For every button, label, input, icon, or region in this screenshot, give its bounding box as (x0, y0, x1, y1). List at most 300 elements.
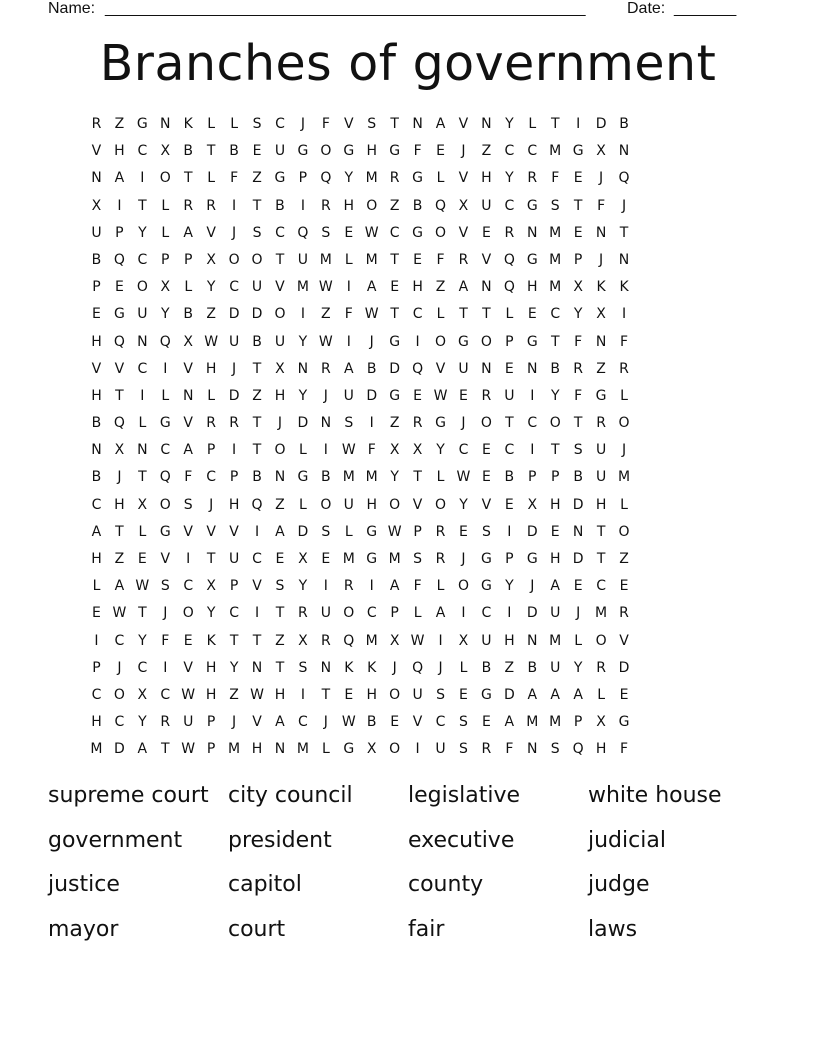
grid-letter[interactable]: B (252, 333, 262, 350)
grid-letter[interactable]: C (183, 578, 194, 595)
grid-letter[interactable]: N (527, 632, 538, 649)
grid-letter[interactable]: L (344, 251, 353, 268)
grid-letter[interactable]: Q (503, 279, 515, 296)
grid-letter[interactable]: N (320, 659, 332, 676)
grid-letter[interactable]: C (137, 659, 148, 676)
grid-letter[interactable]: I (507, 523, 512, 540)
grid-letter[interactable]: B (275, 197, 285, 214)
grid-letter[interactable]: U (343, 496, 354, 513)
grid-letter[interactable]: N (320, 415, 332, 432)
grid-letter[interactable]: F (413, 578, 422, 595)
grid-letter[interactable]: S (413, 551, 423, 567)
grid-letter[interactable]: R (527, 170, 538, 187)
grid-letter[interactable]: U (228, 333, 240, 350)
grid-letter[interactable]: I (300, 306, 305, 323)
grid-letter[interactable]: Z (229, 686, 239, 703)
grid-letter[interactable]: L (207, 170, 216, 187)
grid-letter[interactable]: D (572, 551, 584, 567)
grid-letter[interactable]: R (206, 197, 217, 214)
grid-letter[interactable]: D (572, 496, 584, 513)
grid-letter[interactable]: L (459, 659, 468, 676)
grid-letter[interactable]: N (618, 251, 630, 268)
grid-letter[interactable]: I (140, 170, 145, 187)
grid-letter[interactable]: V (91, 143, 102, 160)
grid-letter[interactable]: J (163, 605, 168, 622)
grid-letter[interactable]: J (438, 659, 443, 676)
grid-letter[interactable]: P (298, 170, 308, 187)
grid-letter[interactable]: R (343, 578, 354, 595)
grid-letter[interactable]: T (138, 605, 147, 622)
grid-letter[interactable]: Y (459, 496, 468, 513)
grid-letter[interactable]: R (596, 415, 606, 432)
grid-letter[interactable]: O (113, 686, 125, 703)
grid-letter[interactable]: X (596, 143, 606, 160)
grid-letter[interactable]: V (252, 714, 262, 731)
grid-letter[interactable]: L (436, 469, 445, 486)
grid-letter[interactable]: S (252, 116, 262, 132)
grid-letter[interactable]: X (160, 143, 171, 160)
grid-letter[interactable]: Z (321, 306, 331, 323)
grid-letter[interactable]: C (137, 360, 148, 377)
grid-letter[interactable]: C (137, 143, 148, 160)
grid-letter[interactable]: P (115, 224, 124, 241)
grid-letter[interactable]: X (596, 306, 606, 323)
grid-letter[interactable]: M (365, 251, 378, 268)
grid-letter[interactable]: G (526, 197, 538, 214)
grid-letter[interactable]: H (228, 496, 240, 513)
grid-letter[interactable]: E (481, 224, 491, 241)
grid-letter[interactable]: D (526, 523, 538, 540)
grid-letter[interactable]: R (481, 387, 492, 404)
grid-letter[interactable]: T (138, 197, 147, 214)
grid-letter[interactable]: G (297, 143, 309, 160)
grid-letter[interactable]: O (159, 170, 171, 187)
grid-letter[interactable]: M (90, 741, 103, 758)
grid-letter[interactable]: F (161, 632, 170, 649)
grid-letter[interactable]: C (481, 605, 492, 622)
grid-letter[interactable]: J (300, 116, 305, 132)
grid-letter[interactable]: I (507, 605, 512, 622)
grid-letter[interactable]: W (112, 605, 127, 622)
grid-letter[interactable]: R (481, 741, 492, 758)
grid-letter[interactable]: M (228, 741, 241, 758)
grid-letter[interactable]: X (298, 632, 308, 649)
grid-letter[interactable]: R (298, 605, 308, 622)
grid-letter[interactable]: Z (114, 551, 125, 567)
grid-letter[interactable]: X (366, 741, 377, 758)
grid-letter[interactable]: Q (618, 170, 630, 187)
grid-letter[interactable]: Y (573, 306, 583, 323)
grid-letter[interactable]: G (435, 415, 446, 432)
grid-letter[interactable]: G (480, 578, 492, 595)
grid-letter[interactable]: J (369, 333, 374, 350)
grid-letter[interactable]: H (504, 632, 515, 649)
grid-letter[interactable]: V (183, 523, 193, 540)
grid-letter[interactable]: G (389, 143, 401, 160)
grid-letter[interactable]: J (323, 714, 328, 731)
grid-letter[interactable]: H (366, 496, 377, 513)
grid-letter[interactable]: R (320, 632, 331, 649)
grid-letter[interactable]: V (458, 116, 469, 132)
grid-letter[interactable]: S (573, 442, 583, 459)
grid-letter[interactable]: Y (298, 578, 308, 595)
grid-letter[interactable]: P (229, 469, 239, 486)
grid-letter[interactable]: N (274, 741, 286, 758)
grid-letter[interactable]: B (550, 360, 561, 377)
grid-letter[interactable]: M (549, 632, 562, 649)
grid-letter[interactable]: S (252, 224, 262, 241)
grid-letter[interactable]: V (160, 551, 171, 567)
grid-letter[interactable]: E (619, 578, 629, 595)
grid-letter[interactable]: A (458, 279, 469, 296)
grid-letter[interactable]: V (458, 170, 469, 187)
grid-letter[interactable]: W (250, 686, 264, 703)
grid-letter[interactable]: E (504, 360, 514, 377)
grid-letter[interactable]: Z (275, 496, 285, 513)
grid-letter[interactable]: E (459, 523, 468, 540)
grid-letter[interactable]: T (596, 551, 606, 567)
grid-letter[interactable]: G (412, 170, 424, 187)
grid-letter[interactable]: L (207, 387, 216, 404)
grid-letter[interactable]: I (232, 442, 237, 459)
grid-letter[interactable]: U (274, 143, 286, 160)
grid-letter[interactable]: H (91, 714, 102, 731)
grid-letter[interactable]: P (573, 714, 583, 731)
grid-letter[interactable]: X (412, 442, 423, 459)
grid-letter[interactable]: Q (251, 496, 263, 513)
grid-letter[interactable]: I (163, 360, 168, 377)
grid-letter[interactable]: J (599, 170, 604, 187)
grid-letter[interactable]: T (229, 632, 239, 649)
grid-letter[interactable]: N (527, 224, 538, 241)
grid-letter[interactable]: T (252, 360, 262, 377)
grid-letter[interactable]: P (183, 251, 193, 268)
grid-letter[interactable]: Q (297, 224, 309, 241)
grid-letter[interactable]: C (229, 605, 239, 622)
grid-letter[interactable]: G (389, 333, 401, 350)
grid-letter[interactable]: E (436, 143, 445, 160)
grid-letter[interactable]: R (596, 659, 606, 676)
grid-letter[interactable]: Y (505, 116, 514, 132)
grid-letter[interactable]: L (321, 741, 330, 758)
grid-letter[interactable]: Y (138, 632, 147, 649)
grid-letter[interactable]: R (229, 415, 239, 432)
grid-letter[interactable]: I (254, 523, 260, 540)
grid-letter[interactable]: C (596, 578, 606, 595)
grid-letter[interactable]: I (415, 741, 420, 758)
grid-letter[interactable]: F (620, 333, 629, 350)
grid-letter[interactable]: I (346, 279, 351, 296)
grid-letter[interactable]: O (136, 279, 148, 296)
grid-letter[interactable]: X (183, 333, 194, 350)
grid-letter[interactable]: V (183, 360, 193, 377)
grid-letter[interactable]: A (91, 523, 102, 540)
grid-letter[interactable]: Y (505, 578, 514, 595)
grid-letter[interactable]: E (137, 551, 147, 567)
grid-letter[interactable]: T (115, 387, 124, 404)
grid-letter[interactable]: L (413, 605, 422, 622)
grid-letter[interactable]: B (183, 306, 194, 323)
grid-letter[interactable]: C (160, 442, 171, 459)
grid-letter[interactable]: A (275, 714, 285, 731)
grid-letter[interactable]: F (574, 333, 583, 350)
grid-letter[interactable]: A (343, 360, 354, 377)
grid-letter[interactable]: O (618, 523, 630, 540)
grid-letter[interactable]: I (323, 578, 328, 595)
grid-letter[interactable]: B (229, 143, 239, 160)
grid-letter[interactable]: H (205, 360, 217, 377)
grid-letter[interactable]: I (621, 306, 627, 323)
grid-letter[interactable]: E (481, 442, 491, 459)
grid-letter[interactable]: V (91, 360, 102, 377)
grid-letter[interactable]: C (504, 197, 515, 214)
grid-letter[interactable]: U (595, 469, 607, 486)
grid-letter[interactable]: K (344, 659, 354, 676)
grid-letter[interactable]: T (138, 469, 147, 486)
grid-letter[interactable]: S (321, 523, 331, 540)
grid-letter[interactable]: U (550, 605, 561, 622)
grid-letter[interactable]: B (504, 469, 515, 486)
grid-letter[interactable]: V (481, 496, 492, 513)
grid-letter[interactable]: Q (159, 333, 171, 350)
grid-letter[interactable]: E (527, 306, 537, 323)
grid-letter[interactable]: J (277, 415, 283, 432)
grid-letter[interactable]: C (91, 496, 102, 513)
grid-letter[interactable]: T (252, 442, 262, 459)
grid-letter[interactable]: N (182, 387, 194, 404)
grid-letter[interactable]: J (576, 605, 581, 622)
grid-letter[interactable]: O (457, 578, 469, 595)
grid-letter[interactable]: I (415, 333, 420, 350)
grid-letter[interactable]: X (389, 632, 400, 649)
grid-letter[interactable]: N (595, 333, 607, 350)
grid-letter[interactable]: B (481, 659, 492, 676)
grid-letter[interactable]: I (461, 605, 466, 622)
grid-letter[interactable]: P (206, 741, 216, 758)
grid-letter[interactable]: R (389, 170, 400, 187)
grid-letter[interactable]: Z (206, 306, 216, 323)
grid-letter[interactable]: Z (389, 415, 400, 432)
grid-letter[interactable]: U (183, 714, 194, 731)
grid-letter[interactable]: Y (206, 279, 216, 296)
grid-letter[interactable]: C (366, 605, 377, 622)
grid-letter[interactable]: T (459, 306, 468, 323)
grid-letter[interactable]: C (114, 714, 125, 731)
grid-letter[interactable]: F (367, 442, 376, 459)
grid-letter[interactable]: P (550, 469, 560, 486)
grid-letter[interactable]: N (481, 279, 492, 296)
grid-letter[interactable]: D (366, 387, 378, 404)
grid-letter[interactable]: A (114, 170, 125, 187)
grid-letter[interactable]: B (252, 469, 262, 486)
grid-letter[interactable]: L (184, 279, 193, 296)
grid-letter[interactable]: M (595, 605, 608, 622)
grid-letter[interactable]: I (163, 659, 168, 676)
grid-letter[interactable]: N (481, 360, 492, 377)
grid-letter[interactable]: O (343, 605, 355, 622)
grid-letter[interactable]: K (206, 632, 216, 649)
grid-letter[interactable]: I (369, 415, 374, 432)
grid-letter[interactable]: V (343, 116, 354, 132)
grid-letter[interactable]: H (91, 387, 102, 404)
grid-letter[interactable]: G (389, 387, 401, 404)
grid-letter[interactable]: Q (435, 197, 447, 214)
grid-letter[interactable]: S (298, 659, 308, 676)
grid-letter[interactable]: Z (481, 143, 492, 160)
grid-letter[interactable]: G (343, 741, 355, 758)
grid-letter[interactable]: Q (113, 251, 125, 268)
grid-letter[interactable]: V (206, 224, 216, 241)
grid-letter[interactable]: O (366, 197, 378, 214)
grid-letter[interactable]: L (161, 224, 170, 241)
grid-letter[interactable]: E (344, 686, 354, 703)
grid-letter[interactable]: Q (503, 251, 515, 268)
grid-letter[interactable]: A (366, 279, 377, 296)
grid-letter[interactable]: W (318, 333, 333, 350)
grid-letter[interactable]: C (504, 143, 515, 160)
grid-letter[interactable]: A (137, 741, 148, 758)
grid-letter[interactable]: B (366, 360, 377, 377)
grid-letter[interactable]: J (599, 251, 604, 268)
grid-letter[interactable]: Q (412, 360, 424, 377)
grid-letter[interactable]: F (230, 170, 239, 187)
grid-letter[interactable]: Z (389, 197, 400, 214)
grid-letter[interactable]: P (505, 551, 514, 567)
grid-letter[interactable]: M (296, 279, 309, 296)
grid-letter[interactable]: J (117, 659, 122, 676)
grid-letter[interactable]: G (136, 116, 148, 132)
grid-letter[interactable]: V (183, 659, 193, 676)
grid-letter[interactable]: J (530, 578, 535, 595)
grid-letter[interactable]: O (320, 143, 332, 160)
grid-letter[interactable]: U (251, 279, 263, 296)
grid-letter[interactable]: N (527, 741, 538, 758)
grid-letter[interactable]: H (91, 333, 102, 350)
grid-letter[interactable]: L (436, 306, 445, 323)
grid-letter[interactable]: G (526, 251, 538, 268)
grid-letter[interactable]: S (481, 523, 491, 540)
grid-letter[interactable]: H (274, 387, 286, 404)
grid-letter[interactable]: B (91, 251, 102, 268)
grid-letter[interactable]: E (252, 143, 262, 160)
grid-letter[interactable]: N (274, 469, 286, 486)
grid-letter[interactable]: C (252, 551, 262, 567)
grid-letter[interactable]: C (91, 686, 102, 703)
grid-letter[interactable]: J (461, 415, 466, 432)
grid-letter[interactable]: D (228, 387, 240, 404)
grid-letter[interactable]: J (232, 224, 237, 241)
grid-letter[interactable]: N (91, 170, 102, 187)
grid-letter[interactable]: P (92, 659, 101, 676)
grid-letter[interactable]: T (252, 632, 262, 649)
grid-letter[interactable]: I (438, 632, 443, 649)
grid-letter[interactable]: E (481, 714, 491, 731)
grid-letter[interactable]: C (160, 686, 171, 703)
grid-letter[interactable]: U (412, 686, 423, 703)
grid-letter[interactable]: D (503, 686, 515, 703)
grid-letter[interactable]: G (113, 306, 125, 323)
grid-letter[interactable]: T (275, 659, 285, 676)
grid-letter[interactable]: C (137, 251, 148, 268)
grid-letter[interactable]: U (458, 360, 469, 377)
grid-letter[interactable]: O (389, 741, 401, 758)
grid-letter[interactable]: I (186, 551, 191, 567)
grid-letter[interactable]: U (481, 197, 492, 214)
grid-letter[interactable]: V (252, 578, 262, 595)
grid-letter[interactable]: A (389, 578, 400, 595)
grid-letter[interactable]: N (91, 442, 102, 459)
grid-letter[interactable]: P (505, 333, 514, 350)
grid-letter[interactable]: P (92, 279, 101, 296)
grid-letter[interactable]: Y (573, 659, 583, 676)
grid-letter[interactable]: E (183, 632, 193, 649)
grid-letter[interactable]: G (480, 551, 492, 567)
grid-letter[interactable]: L (597, 686, 605, 703)
grid-letter[interactable]: H (114, 143, 125, 160)
grid-letter[interactable]: P (229, 578, 239, 595)
grid-letter[interactable]: W (341, 442, 356, 459)
grid-letter[interactable]: L (92, 578, 101, 595)
grid-letter[interactable]: F (574, 387, 583, 404)
grid-letter[interactable]: C (389, 224, 400, 241)
grid-letter[interactable]: I (300, 197, 305, 214)
grid-letter[interactable]: L (299, 496, 307, 513)
grid-letter[interactable]: E (390, 714, 400, 731)
grid-letter[interactable]: U (550, 659, 561, 676)
grid-letter[interactable]: N (572, 523, 584, 540)
grid-letter[interactable]: R (320, 197, 331, 214)
grid-letter[interactable]: H (366, 686, 377, 703)
grid-letter[interactable]: O (274, 306, 286, 323)
grid-letter[interactable]: F (505, 741, 514, 758)
grid-letter[interactable]: Y (206, 605, 216, 622)
grid-letter[interactable]: O (274, 442, 286, 459)
grid-letter[interactable]: L (138, 415, 147, 432)
grid-letter[interactable]: A (275, 523, 285, 540)
grid-letter[interactable]: E (619, 686, 629, 703)
grid-letter[interactable]: U (320, 605, 331, 622)
grid-letter[interactable]: T (390, 306, 399, 323)
grid-letter[interactable]: B (412, 197, 423, 214)
grid-letter[interactable]: Q (412, 659, 424, 676)
grid-letter[interactable]: V (481, 251, 492, 268)
grid-letter[interactable]: B (366, 714, 377, 731)
grid-letter[interactable]: W (181, 686, 196, 703)
grid-letter[interactable]: U (343, 387, 354, 404)
grid-letter[interactable]: H (205, 686, 217, 703)
grid-letter[interactable]: E (573, 170, 583, 187)
grid-letter[interactable]: Y (229, 659, 239, 676)
grid-letter[interactable]: T (596, 523, 606, 540)
grid-letter[interactable]: U (595, 442, 607, 459)
grid-letter[interactable]: X (527, 496, 538, 513)
grid-letter[interactable]: T (183, 170, 193, 187)
grid-letter[interactable]: H (91, 551, 102, 567)
grid-letter[interactable]: Q (159, 469, 171, 486)
grid-letter[interactable]: E (413, 251, 423, 268)
grid-letter[interactable]: O (595, 632, 607, 649)
grid-letter[interactable]: X (275, 360, 285, 377)
grid-letter[interactable]: T (275, 605, 285, 622)
grid-letter[interactable]: M (617, 469, 631, 486)
grid-letter[interactable]: Q (113, 415, 125, 432)
grid-letter[interactable]: C (504, 442, 515, 459)
grid-letter[interactable]: Y (138, 714, 147, 731)
grid-letter[interactable]: A (550, 578, 560, 595)
grid-letter[interactable]: E (459, 387, 468, 404)
grid-letter[interactable]: N (251, 659, 263, 676)
grid-letter[interactable]: V (206, 523, 216, 540)
